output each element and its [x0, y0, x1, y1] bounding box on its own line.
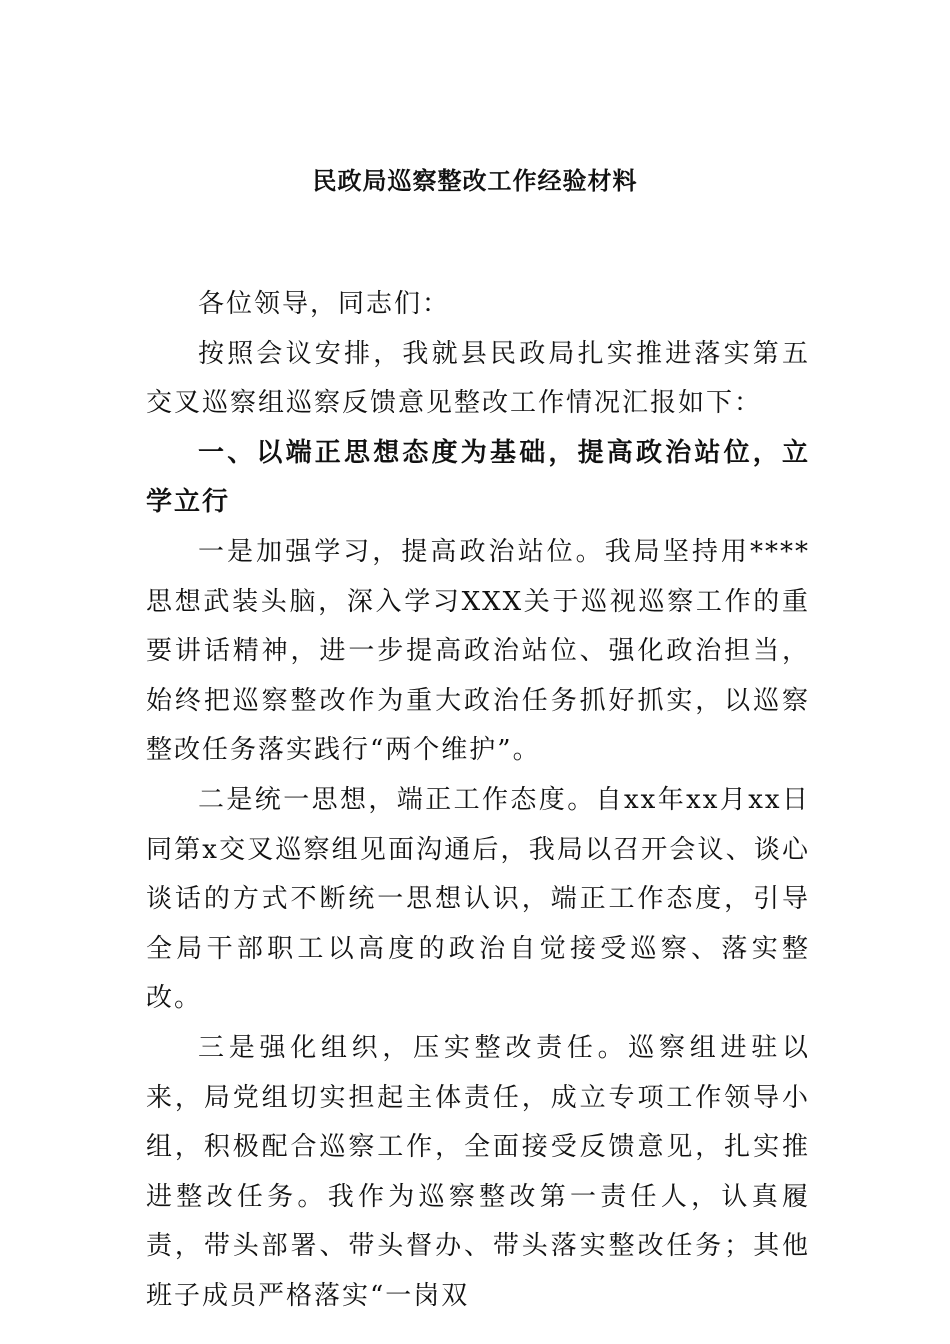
salutation-paragraph: 各位领导，同志们：	[198, 289, 451, 319]
document-body	[146, 280, 810, 1321]
body-paragraph-study: 一是加强学习，提高政治站位。我局坚持用****思想武装头脑，深入学习XXX关于巡视巡察工作的重要讲话精神，进一步提高政治站位、强化政治担当，始终把巡察整改作为重大政治任务抓好抓实，以巡察整改任务落实践行“两个维护”。	[146, 536, 810, 766]
body-paragraph-organize: 三是强化组织，压实整改责任。巡察组进驻以来，局党组切实担起主体责任，成立专项工作领导小组，积极配合巡察工作，全面接受反馈意见，扎实推进整改任务。我作为巡察整改第一责任人，认真履责，带头部署、带头督办、带头落实整改任务；其他班子成员严格落实“一岗双	[146, 1032, 810, 1311]
section-heading: 一、以端正思想态度为基础，提高政治站位，立学立行	[146, 437, 810, 518]
body-paragraph-unify: 二是统一思想，端正工作态度。自xx年xx月xx日同第x交叉巡察组见面沟通后，我局以召开会议、谈心谈话的方式不断统一思想认识，端正工作态度，引导全局干部职工以高度的政治自觉接受巡察、落实整改。	[146, 784, 810, 1014]
intro-paragraph: 按照会议安排，我就县民政局扎实推进落实第五交叉巡察组巡察反馈意见整改工作情况汇报如下：	[146, 338, 810, 419]
document-title: 民政局巡察整改工作经验材料	[312, 166, 638, 195]
